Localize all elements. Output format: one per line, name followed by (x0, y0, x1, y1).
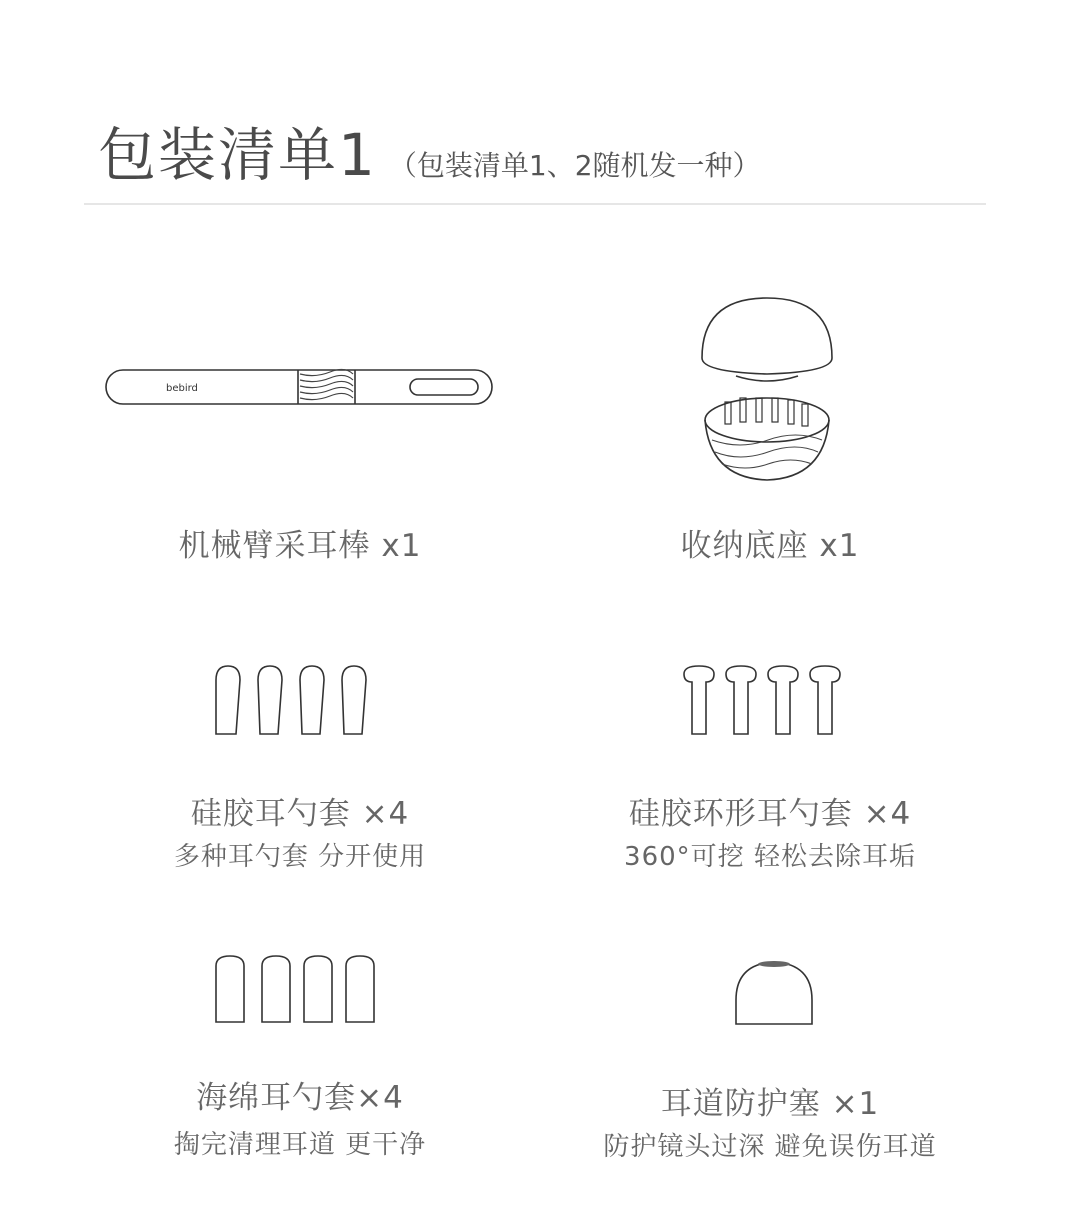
item-desc: 360°可挖 轻松去除耳垢 (624, 842, 916, 872)
item-name: 海绵耳勺套×4 (196, 1080, 404, 1116)
page-header (98, 108, 761, 192)
item-name: 收纳底座 x1 (680, 528, 860, 564)
item-desc: 掏完清理耳道 更干净 (173, 1130, 427, 1160)
page-subtitle: （包装清单1、2随机发一种） (388, 149, 761, 182)
item-name: 机械臂采耳棒 x1 (178, 528, 422, 564)
item-desc: 防护镜头过深 避免误伤耳道 (603, 1132, 937, 1162)
item-desc: 多种耳勺套 分开使用 (173, 842, 427, 872)
page-title: 包装清单1 (98, 121, 377, 189)
storage-base-icon (500, 290, 1040, 490)
ear-wand-icon (30, 360, 570, 420)
brand-mark: bebird (166, 383, 198, 394)
item-name: 耳道防护塞 ×1 (660, 1086, 880, 1122)
ear-plug-icon (500, 950, 1040, 1030)
item-name: 硅胶耳勺套 ×4 (190, 796, 410, 832)
silicone-tips-icon (30, 660, 570, 740)
header-divider (84, 203, 986, 205)
item-name: 硅胶环形耳勺套 ×4 (628, 796, 912, 832)
ring-tips-icon (500, 660, 1040, 740)
sponge-tips-icon (30, 950, 570, 1030)
